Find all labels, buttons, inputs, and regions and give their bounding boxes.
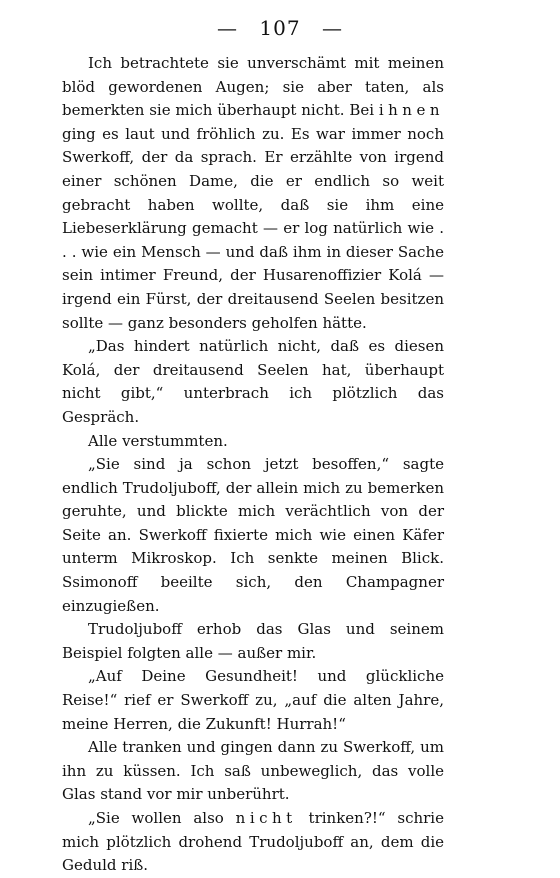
paragraph xyxy=(62,52,444,335)
spaced-emphasis-text: nicht xyxy=(235,809,297,827)
paragraph-text: „Das hindert natürlich nicht, daß es diesen Kolá, der dreitausend Seelen hat, überhaupt nicht gibt,“ unterbrach ich plötzlich das Gespräch. xyxy=(62,337,444,426)
paragraph-text: Alle verstummten. xyxy=(88,431,228,450)
header-dash-right: — xyxy=(321,16,343,40)
paragraph xyxy=(62,618,444,665)
paragraph xyxy=(62,665,444,736)
body-text xyxy=(62,52,444,878)
header-dash-left: — xyxy=(217,16,239,40)
page-header xyxy=(0,14,560,42)
page-number: 107 xyxy=(259,16,301,40)
paragraph-text: ging es laut und fröhlich zu. Es war immer noch Swerkoff, der da sprach. Er erzählte von irgend einer schönen Dame, die er endlich so weit gebracht haben wollte, daß sie ihm eine Liebeserklärung gemacht — er log natürlich wie . . . wie ein Mensch — und daß ihm in dieser Sache sein intimer Freund, der Husarenoffizier Kolá — irgend ein Fürst, der dreitausend Seelen besitzen sollte — ganz besonders geholfen hätte. xyxy=(62,124,444,332)
paragraph-text: Trudoljuboff erhob das Glas und seinem Beispiel folgten alle — außer mir. xyxy=(62,620,444,662)
paragraph-text: Ich betrachtete sie unverschämt mit meinen blöd gewordenen Augen; sie aber taten, als bemerkten sie mich überhaupt nicht. Bei xyxy=(62,54,444,120)
paragraph xyxy=(62,736,444,807)
spaced-emphasis-text: ihnen xyxy=(378,101,444,120)
paragraph-text: „Sie sind ja schon jetzt besoffen,“ sagte endlich Trudoljuboff, der allein mich zu bemerken geruhte, und blickte mich verächtlich von der Seite an. Swerkoff fixierte mich wie einen Käfer unterm Mikroskop. Ich senkte meinen Blick. Ssimonoff beeilte sich, den Champagner einzugießen. xyxy=(62,455,444,615)
paragraph-text: trinken?!“ schrie mich plötzlich drohend Trudoljuboff an, dem die Geduld riß. xyxy=(62,809,444,875)
paragraph-text: Alle tranken und gingen dann zu Swerkoff, um ihn zu küssen. Ich saß unbeweglich, das volle Glas stand vor mir unberührt. xyxy=(62,738,444,804)
paragraph xyxy=(62,807,444,878)
paragraph-text: „Auf Deine Gesundheit! und glückliche Reise!“ rief er Swerkoff zu, „auf die alten Jahre, meine Herren, die Zukunft! Hurrah!“ xyxy=(62,667,444,733)
paragraph xyxy=(62,430,444,454)
paragraph xyxy=(62,335,444,429)
paragraph-text: „Sie wollen also xyxy=(88,809,236,827)
paragraph xyxy=(62,453,444,618)
